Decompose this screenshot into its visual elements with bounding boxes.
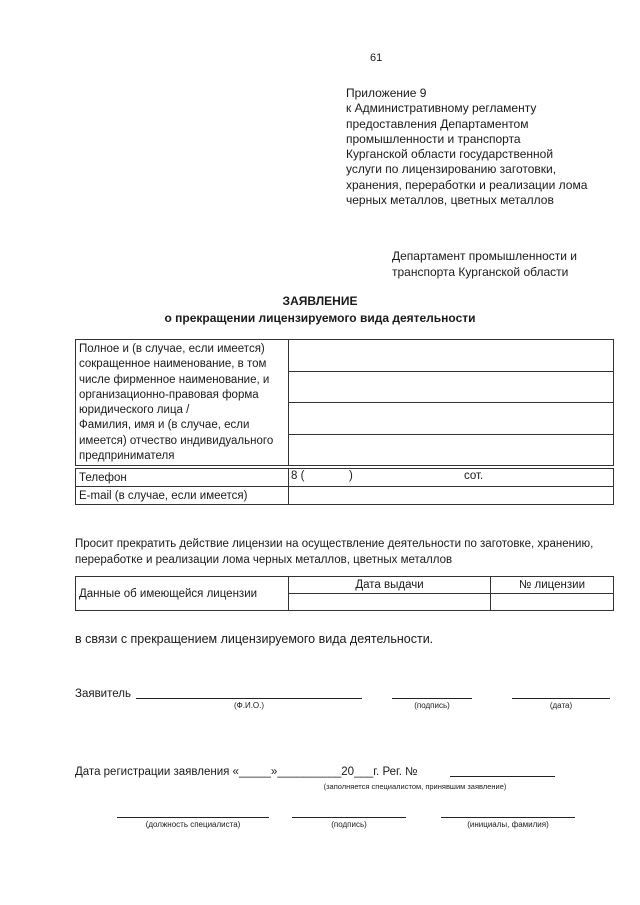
sign-caption: (подпись): [414, 701, 450, 710]
appendix-line: черных металлов, цветных металлов: [346, 193, 554, 208]
applicant-fio-line[interactable]: [136, 688, 362, 699]
email-field[interactable]: [289, 487, 614, 505]
applicant-sign-line[interactable]: [392, 688, 472, 699]
applicant-label-line: сокращенное наименование, в том: [79, 358, 267, 371]
applicant-label-line: организационно-правовая форма: [79, 388, 259, 401]
license-table: [75, 576, 614, 611]
appendix-line: хранения, переработки и реализации лома: [346, 177, 588, 192]
issue-date-field[interactable]: [289, 594, 491, 611]
phone-field[interactable]: [289, 469, 614, 487]
license-label: Данные об имеющейся лицензии: [76, 577, 289, 611]
request-text: Просит прекратить действие лицензии на осуществление деятельности по заготовке, хранению, переработке и реализации лома черных металлов, цветных металлов: [75, 538, 594, 566]
position-caption: (должность специалиста): [145, 820, 241, 829]
phone-label: Телефон: [76, 469, 289, 487]
contact-table: [75, 468, 614, 505]
email-label: E-mail (в случае, если имеется): [76, 487, 289, 505]
page-number: 61: [370, 52, 383, 64]
specialist-sign-line[interactable]: [292, 807, 406, 818]
applicant-label-line: имеется) отчество индивидуального: [79, 434, 274, 447]
addressee-line: Департамент промышленности и: [392, 249, 577, 263]
date-caption: (дата): [549, 701, 573, 710]
specialist-sign-caption: (подпись): [331, 820, 367, 829]
applicant-name-field[interactable]: [289, 403, 614, 435]
document-subtitle: о прекращении лицензируемого вида деятельности: [164, 311, 476, 325]
applicant-name-field[interactable]: [289, 434, 614, 466]
applicant-label-line: юридического лица /: [79, 404, 190, 417]
appendix-note: [346, 86, 631, 208]
fio-caption: (Ф.И.О.): [233, 701, 265, 710]
applicant-label-line: числе фирменное наименование, и: [79, 373, 270, 386]
applicant-table: [75, 339, 614, 466]
applicant-label: [76, 340, 289, 466]
applicant-name-field[interactable]: [289, 371, 614, 403]
addressee: [392, 248, 627, 280]
reg-number-line[interactable]: [450, 766, 555, 777]
phone-code-close: ): [349, 470, 353, 482]
registration-label: Дата регистрации заявления «_____»__________20___г. Рег. №: [75, 766, 418, 778]
license-number-field[interactable]: [491, 594, 614, 611]
applicant-label-line: Фамилия, имя и (в случае, если: [79, 419, 250, 432]
document-title: ЗАЯВЛЕНИЕ: [282, 294, 358, 308]
mobile-label: сот.: [464, 470, 484, 482]
appendix-line: промышленности и транспорта: [346, 131, 521, 146]
appendix-line: Курганской области государственной: [346, 147, 554, 162]
issue-date-header: Дата выдачи: [289, 577, 491, 594]
phone-code-prefix: 8 (: [291, 470, 305, 482]
specialist-position-line[interactable]: [117, 807, 269, 818]
applicant-name-field[interactable]: [289, 340, 614, 372]
registration-note: (заполняется специалистом, принявшим заявление): [323, 782, 507, 791]
applicant-label-line: предпринимателя: [79, 450, 175, 463]
specialist-name-line[interactable]: [441, 807, 575, 818]
cause-text: в связи с прекращением лицензируемого вида деятельности.: [75, 632, 434, 646]
applicant-label-line: Полное и (в случае, если имеется): [79, 343, 265, 355]
addressee-line: транспорта Курганской области: [392, 265, 569, 279]
applicant-label: Заявитель: [75, 688, 131, 700]
appendix-line: услуги по лицензированию заготовки,: [346, 162, 557, 177]
appendix-line: предоставления Департаментом: [346, 116, 529, 131]
name-caption: (инициалы, фамилия): [467, 820, 549, 829]
appendix-line: к Административному регламенту: [346, 101, 537, 116]
applicant-date-line[interactable]: [512, 688, 610, 699]
license-number-header: № лицензии: [491, 577, 614, 594]
appendix-line: Приложение 9: [346, 86, 427, 100]
